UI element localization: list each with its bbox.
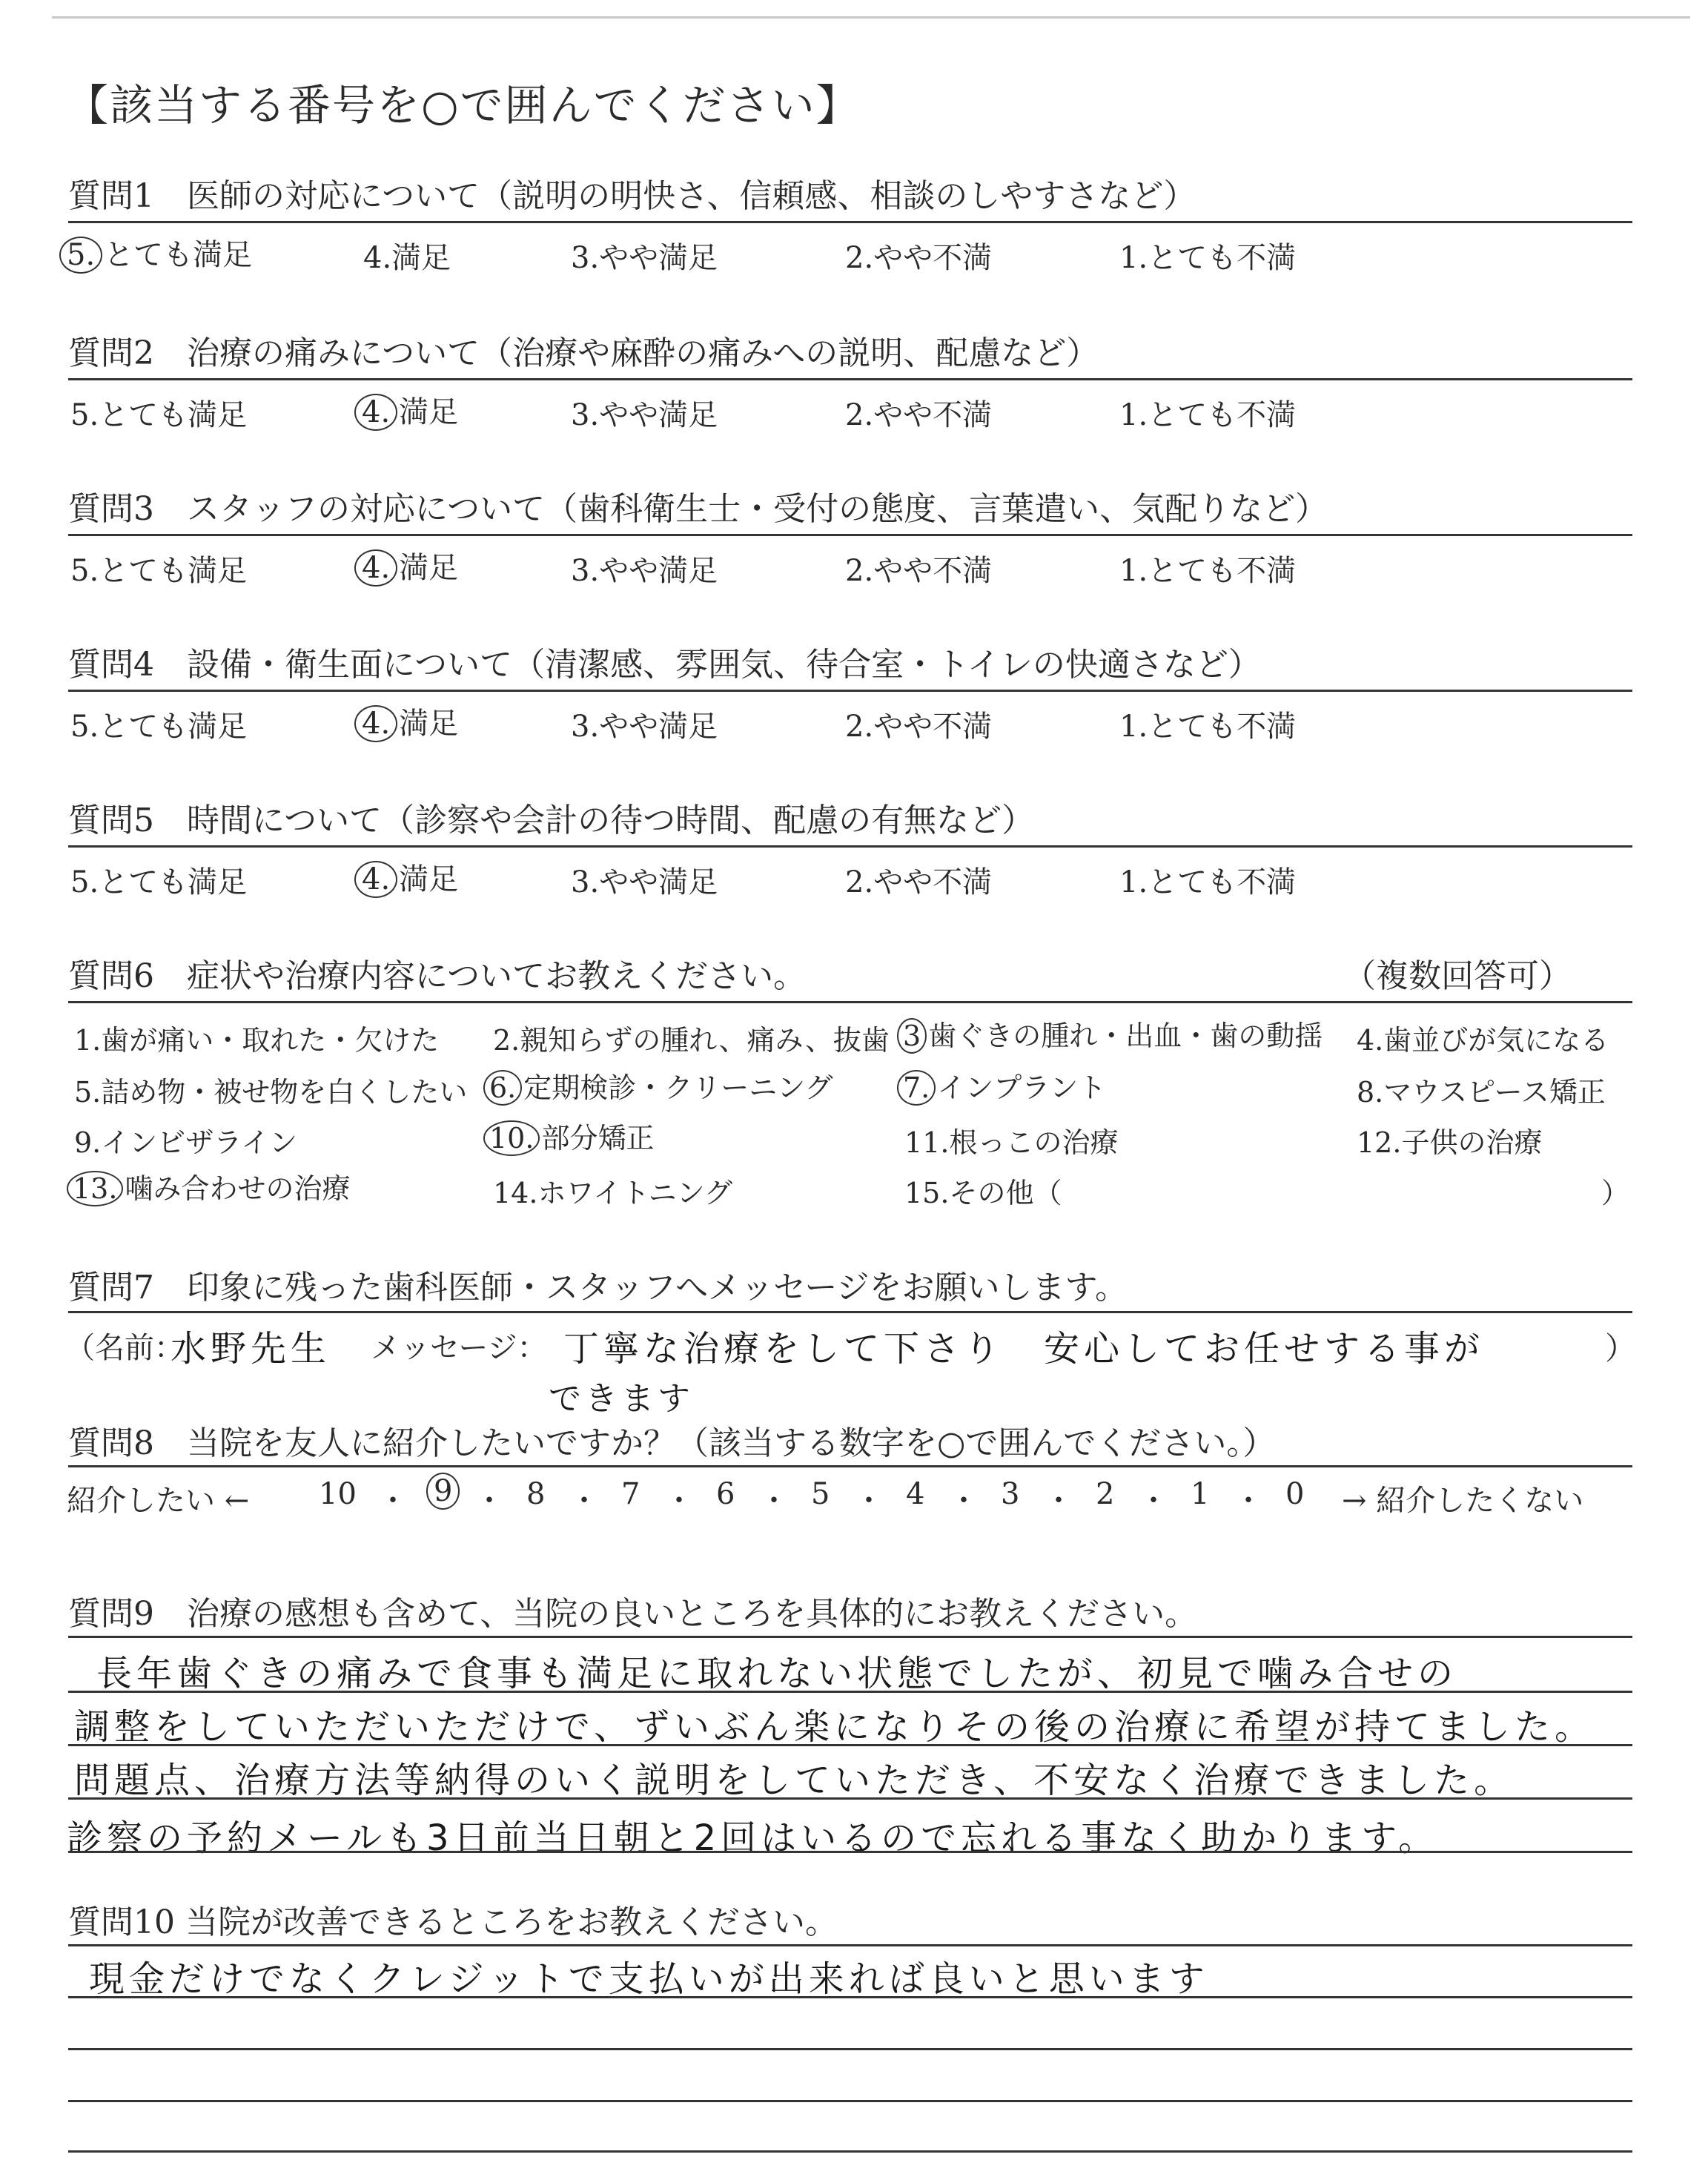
q6-item-7[interactable]: 7. インプラント [897, 1065, 1106, 1106]
q6-item-2[interactable]: 2.親知らずの腫れ、痛み、抜歯 [493, 1024, 890, 1057]
selection-circle: 4. [354, 394, 397, 431]
q9-answer-line-4[interactable]: 診察の予約メールも3日前当日朝と2回はいるので忘れる事なく助かります。 [67, 1817, 1439, 1859]
q1-option-2[interactable]: 2.やや不満 [845, 241, 993, 275]
q6-rule [68, 1001, 1632, 1003]
selection-circle: 3 [897, 1018, 927, 1054]
q8-rule [68, 1465, 1632, 1467]
q1-option-3[interactable]: 3.やや満足 [571, 241, 718, 275]
page-title: 【該当する番号を○で囲んでください】 [65, 80, 861, 131]
q2-option-2[interactable]: 2.やや不満 [845, 398, 993, 432]
q4-title: 質問4 設備・衛生面について（清潔感、雰囲気、待合室・トイレの快適さなど） [68, 646, 1261, 684]
q1-option-1[interactable]: 1.とても不満 [1119, 241, 1297, 275]
q8-value-9[interactable] [426, 1473, 461, 1510]
q2-option-1[interactable]: 1.とても不満 [1119, 398, 1297, 432]
q8-value-4[interactable]: 4 [906, 1477, 925, 1511]
selection-circle: 6. [483, 1070, 522, 1106]
q4-option-2[interactable]: 2.やや不満 [845, 710, 993, 744]
q8-dot: ・ [1044, 1484, 1073, 1518]
selection-circle: 4. [354, 549, 397, 587]
q10-rule-2 [68, 2048, 1632, 2050]
q6-item-9[interactable]: 9.インビザライン [74, 1126, 298, 1159]
q3-option-3[interactable]: 3.やや満足 [571, 554, 718, 588]
q2-option-5[interactable]: 5.とても満足 [70, 398, 248, 432]
q8-value-6[interactable]: 6 [716, 1477, 735, 1511]
q3-rule [68, 534, 1632, 536]
q8-dot: ・ [1234, 1484, 1263, 1518]
option-label: 満足 [399, 707, 459, 741]
q7-message-line2[interactable]: できます [549, 1380, 694, 1418]
q8-value-3[interactable]: 3 [1001, 1477, 1020, 1511]
q3-title: 質問3 スタッフの対応について（歯科衛生士・受付の態度、言葉遣い、気配りなど） [68, 490, 1328, 528]
q6-item-3[interactable]: 3 歯ぐきの腫れ・出血・歯の動揺 [897, 1013, 1323, 1054]
q5-option-2[interactable]: 2.やや不満 [845, 865, 993, 899]
q8-value-8[interactable]: 8 [526, 1477, 546, 1511]
selection-circle: 5. [59, 237, 102, 274]
q9-rule-0 [68, 1636, 1632, 1638]
selection-circle: 9 [426, 1473, 460, 1510]
q8-dot: ・ [474, 1484, 504, 1518]
q9-answer-line-2[interactable]: 調整をしていただいただけで、ずいぶん楽になりその後の治療に希望が持てました。 [74, 1706, 1595, 1748]
q6-multi-answer-note: （複数回答可） [1343, 957, 1572, 995]
q6-title [68, 949, 1572, 997]
q8-right-label: → 紹介したくない [1342, 1484, 1584, 1518]
q2-rule [68, 378, 1632, 380]
q5-option-4[interactable] [354, 856, 458, 898]
q8-dot: ・ [664, 1484, 694, 1518]
q4-option-1[interactable]: 1.とても不満 [1119, 710, 1297, 744]
q7-title: 質問7 印象に残った歯科医師・スタッフへメッセージをお願いします。 [68, 1269, 1128, 1307]
q6-item-1[interactable]: 1.歯が痛い・取れた・欠けた [74, 1024, 440, 1057]
option-label: 満足 [399, 395, 459, 429]
q9-rule-2 [68, 1744, 1632, 1746]
q7-message-label: メッセージ： [371, 1331, 547, 1365]
selection-circle: 4. [354, 705, 397, 742]
q4-option-4[interactable] [354, 700, 458, 742]
q1-title: 質問1 医師の対応について（説明の明快さ、信頼感、相談のしやすさなど） [68, 177, 1196, 215]
q7-name-value[interactable]: 水野先生 [171, 1328, 331, 1370]
q8-value-7[interactable]: 7 [621, 1477, 640, 1511]
selection-circle: 4. [354, 861, 397, 898]
q6-item-11[interactable]: 11.根っこの治療 [904, 1126, 1119, 1159]
selection-circle: 7. [897, 1070, 936, 1106]
q10-rule-3 [68, 2100, 1632, 2102]
q9-rule-3 [68, 1797, 1632, 1800]
q9-title: 質問9 治療の感想も含めて、当院の良いところを具体的にお教えください。 [68, 1595, 1198, 1633]
q8-value-2[interactable]: 2 [1096, 1477, 1115, 1511]
q9-rule-4 [68, 1851, 1632, 1853]
q8-dot: ・ [569, 1484, 599, 1518]
q6-item-5[interactable]: 5.詰め物・被せ物を白くしたい [74, 1076, 468, 1109]
option-label: 満足 [399, 862, 459, 896]
q5-rule [68, 845, 1632, 848]
option-label: 満足 [399, 551, 459, 585]
q6-item-13[interactable]: 13. 噛み合わせの治療 [67, 1166, 350, 1206]
q8-dot: ・ [1139, 1484, 1168, 1518]
q9-rule-1 [68, 1691, 1632, 1693]
q8-left-label: 紹介したい ← [67, 1484, 250, 1518]
selection-circle: 13. [67, 1171, 123, 1206]
q7-close: ） [1605, 1330, 1637, 1367]
q5-option-1[interactable]: 1.とても不満 [1119, 865, 1297, 899]
q5-option-5[interactable]: 5.とても満足 [70, 865, 248, 899]
q5-option-3[interactable]: 3.やや満足 [571, 865, 718, 899]
q9-answer-line-1[interactable]: 長年歯ぐきの痛みで食事も満足に取れない状態でしたが、初見で噛み合せの [96, 1653, 1458, 1694]
q4-option-3[interactable]: 3.やや満足 [571, 710, 718, 744]
q3-option-4[interactable] [354, 544, 458, 587]
q8-title: 質問8 当院を友人に紹介したいですか？（該当する数字を○で囲んでください。） [68, 1424, 1276, 1462]
q2-option-3[interactable]: 3.やや満足 [571, 398, 718, 432]
q8-dot: ・ [854, 1484, 884, 1518]
q4-option-5[interactable]: 5.とても満足 [70, 710, 248, 744]
q8-dot: ・ [378, 1484, 408, 1518]
q7-name-label: （名前： [65, 1331, 184, 1365]
q6-item-15[interactable]: 15.その他（ [904, 1177, 1062, 1209]
q3-option-1[interactable]: 1.とても不満 [1119, 554, 1297, 588]
q10-answer-line-1[interactable]: 現金だけでなくクレジットで支払いが出来れば良いと思います [89, 1958, 1209, 2000]
q6-item-4[interactable]: 4.歯並びが気になる [1357, 1024, 1609, 1057]
q6-title-text: 質問6 症状や治療内容についてお教えください。 [68, 957, 807, 995]
q1-option-5[interactable] [59, 231, 252, 274]
q7-message-line1[interactable]: 丁寧な治療をして下さり 安心してお任せする事が [563, 1328, 1485, 1370]
q1-option-4[interactable]: 4.満足 [363, 241, 451, 275]
top-border [52, 16, 1690, 19]
option-label: とても満足 [104, 238, 253, 272]
q5-title: 質問5 時間について（診察や会計の待つ時間、配慮の有無など） [68, 802, 1035, 839]
q2-option-4[interactable] [354, 389, 458, 431]
q8-value-5[interactable]: 5 [811, 1477, 830, 1511]
q7-rule [68, 1311, 1632, 1313]
q1-rule [68, 221, 1632, 223]
q10-title: 質問10 当院が改善できるところをお教えください。 [68, 1903, 838, 1941]
q3-option-5[interactable]: 5.とても満足 [70, 554, 248, 588]
q2-title: 質問2 治療の痛みについて（治療や麻酔の痛みへの説明、配慮など） [68, 334, 1099, 372]
q10-rule-1 [68, 1996, 1632, 1998]
q8-value-10[interactable]: 10 [319, 1477, 357, 1511]
q6-item-15-close: ） [1601, 1177, 1630, 1209]
q8-dot: ・ [759, 1484, 789, 1518]
q8-dot: ・ [949, 1484, 979, 1518]
q3-option-2[interactable]: 2.やや不満 [845, 554, 993, 588]
q6-item-6[interactable]: 6. 定期検診・クリーニング [483, 1065, 833, 1106]
q9-answer-line-3[interactable]: 問題点、治療方法等納得のいく説明をしていただき、不安なく治療できました。 [74, 1760, 1515, 1801]
q10-rule-4 [68, 2150, 1632, 2153]
selection-circle: 10. [483, 1120, 540, 1156]
q4-rule [68, 690, 1632, 692]
q8-value-0[interactable]: 0 [1285, 1477, 1305, 1511]
q6-item-8[interactable]: 8.マウスピース矯正 [1357, 1076, 1606, 1109]
q6-item-12[interactable]: 12.子供の治療 [1357, 1126, 1543, 1159]
q10-rule-0 [68, 1944, 1632, 1946]
q6-item-10[interactable]: 10. 部分矯正 [483, 1115, 654, 1156]
q6-item-14[interactable]: 14.ホワイトニング [493, 1177, 733, 1209]
q8-value-1[interactable]: 1 [1191, 1477, 1210, 1511]
